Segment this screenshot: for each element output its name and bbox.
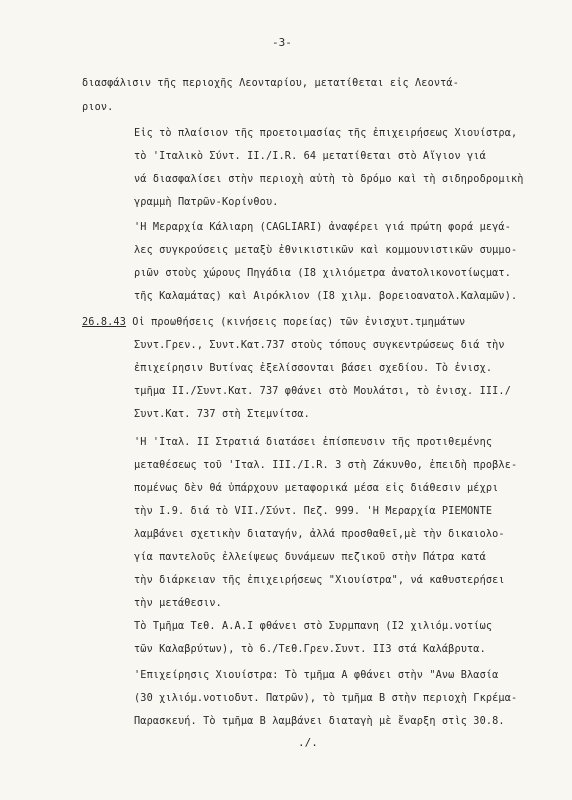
text-line: 'Επιχείρησις Χιουίστρα: Τὸ τμῆμα Α φθάνει στὴν "Ανω Βλασία xyxy=(134,670,499,681)
text-line: λαμβάνει σχετικὴν διαταγήν, ἀλλά προσθαθεῖ,μὲ τὴν δικαιολο- xyxy=(134,529,505,540)
text-line: τῶν Καλαβρύτων), τὸ 6./Τεθ.Γρεν.Συντ. ΙΙ3 στά Καλάβρυτα. xyxy=(134,644,486,655)
text-line: ἐπιχείρησιν Βυτίνας ἐξελίσσονται βάσει σχεδίου. Τὸ ἐνισχ. xyxy=(134,363,493,374)
entry-date: 26.8.43 xyxy=(82,317,126,328)
text-line: Τὸ Τμῆμα Τεθ. Α.Α.Ι φθάνει στὸ Συρμπανη (Ι2 χιλιόμ.νοτίως xyxy=(134,621,493,632)
text-line: τὸ 'Ιταλικὸ Σύντ. ΙΙ./Ι.R. 64 μετατίθεται στὸ Αἴγιον γιά xyxy=(134,151,486,162)
text-line: τὴν μετάθεσιν. xyxy=(134,598,222,609)
text-line: ριον. xyxy=(82,102,114,113)
text-line: διασφάλισιν τῆς περιοχῆς Λεονταρίου, μετατίθεται εἰς Λεοντά- xyxy=(82,78,460,89)
text-line: 'Η Μεραρχία Κάλιαρη (CAGLIARI) ἀναφέρει γιά πρώτη φορά μεγά- xyxy=(134,222,512,233)
text-line: γία παντελοῦς ἐλλείψεως δυνάμεων πεζικοῦ στὴν Πάτρα κατά xyxy=(134,552,486,563)
text-line: Εἰς τὸ πλαίσιον τῆς προετοιμασίας τῆς ἐπιχειρήσεως Χιουίστρα, xyxy=(134,128,518,139)
text-line: Συντ.Γρεν., Συντ.Κατ.737 στοὺς τόπους συγκεντρώσεως διά τὴν xyxy=(134,340,505,351)
dated-entry-line xyxy=(82,317,465,328)
text-line: (30 χιλιόμ.νοτιοδυτ. Πατρῶν), τὸ τμῆμα Β στὴν περιοχὴ Γκρέμα- xyxy=(134,693,518,704)
text-line: 'Η 'Ιταλ. ΙΙ Στρατιά διατάσει ἐπίσπευσιν τῆς προτιθεμένης xyxy=(134,437,493,448)
text-line: Συντ.Κατ. 737 στὴ Στεμνίτσα. xyxy=(134,409,310,420)
text-line: Παρασκευή. Τὸ τμῆμα Β λαμβάνει διαταγὴ μὲ ἔναρξη στὶς 30.8. xyxy=(134,716,505,727)
continuation-mark: ./. xyxy=(298,736,318,749)
text-line: πομένως δὲν θά ὑπάρχουν μεταφορικά μέσα εἰς διάθεσιν μέχρι xyxy=(134,483,499,494)
text-line: ριῶν στοὺς χώρους Πηγάδια (Ι8 χιλιόμετρα ἀνατολικονοτίωςματ. xyxy=(134,268,512,279)
text-line: τὴν Ι.9. διά τὸ VII./Σύντ. Πεζ. 999. 'Η Μεραρχία PIEMONTE xyxy=(134,506,493,517)
entry-text: Οἱ προωθήσεις (κινήσεις πορείας) τῶν ἐνισχυτ.τμημάτων xyxy=(125,317,466,328)
text-line: τὴν διάρκειαν τῆς ἐπιχειρήσεως "Χιουίστρα", νά καθυστερήσει xyxy=(134,575,505,586)
text-line: τμῆμα ΙΙ./Συντ.Κατ. 737 φθάνει στὸ Μουλάτσι, τὸ ἐνισχ. ΙΙΙ./ xyxy=(134,386,512,397)
page-number: -3- xyxy=(272,36,292,49)
text-line: νά διασφαλίσει στὴν περιοχὴ αὐτὴ τὸ δρόμο καὶ τὴ σιδηροδρομικὴ xyxy=(134,174,524,185)
text-line: τῆς Καλαμάτας) καὶ Αιρόκλιον (Ι8 χιλμ. βορειοανατολ.Καλαμῶν). xyxy=(134,291,518,302)
text-line: λες συγκρούσεις μεταξὺ ἐθνικιστικῶν καὶ κομμουνιστικῶν συμμο- xyxy=(134,245,518,256)
text-line: μεταθέσεως τοῦ 'Ιταλ. ΙΙΙ./Ι.R. 3 στὴ Ζάκυνθο, ἐπειδὴ προβλε- xyxy=(134,460,518,471)
text-line: γραμμὴ Πατρῶν-Κορίνθου. xyxy=(134,197,279,208)
